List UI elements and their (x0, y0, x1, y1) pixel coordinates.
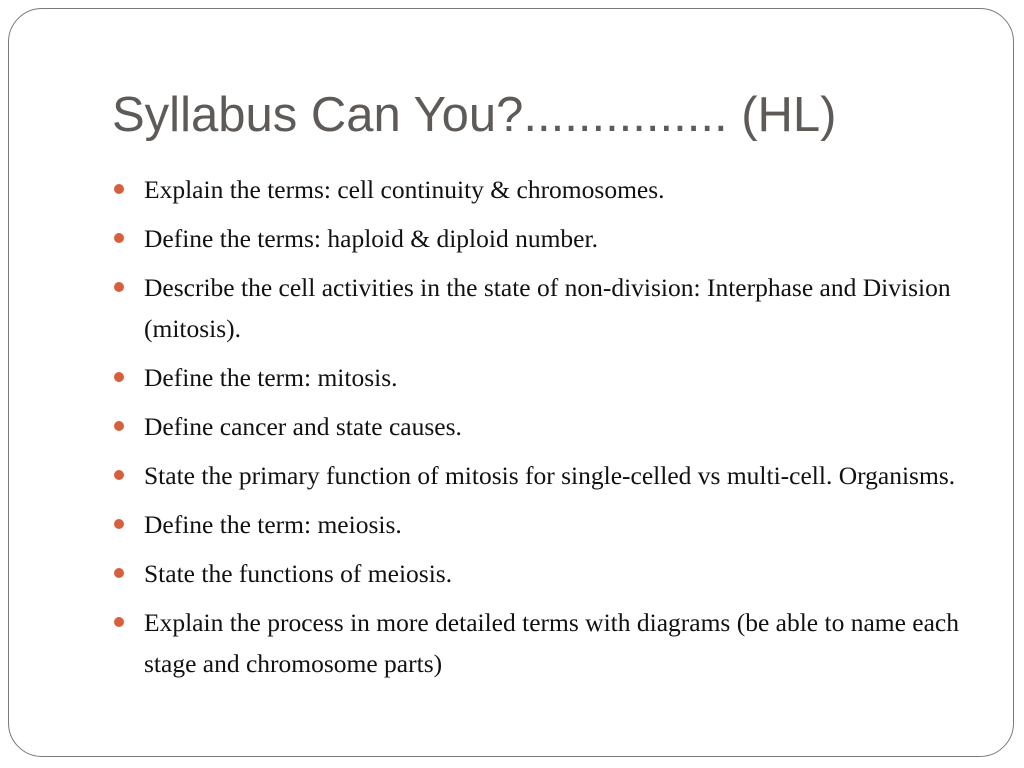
bullet-dot-icon (114, 519, 124, 529)
bullet-text: State the functions of meiosis. (144, 559, 453, 588)
bullet-list (113, 169, 973, 692)
bullet-dot-icon (114, 421, 124, 431)
bullet-item-define-meiosis (113, 504, 973, 545)
slide-title: Syllabus Can You?............... (HL) (112, 88, 837, 142)
bullet-item-define-cancer (113, 406, 973, 447)
bullet-text: Describe the cell activities in the state of non-division: Interphase and Division (mitosis). (144, 273, 951, 343)
bullet-text: Define the term: mitosis. (144, 363, 398, 392)
bullet-item-explain-cell-continuity (113, 169, 973, 210)
bullet-text: Explain the process in more detailed terms with diagrams (be able to name each stage and chromosome parts) (144, 608, 960, 678)
bullet-dot-icon (114, 372, 124, 382)
bullet-dot-icon (114, 568, 124, 578)
bullet-text: Define the terms: haploid & diploid number. (144, 224, 598, 253)
bullet-dot-icon (114, 470, 124, 480)
bullet-item-define-haploid-diploid (113, 218, 973, 259)
bullet-item-define-mitosis (113, 357, 973, 398)
bullet-item-describe-cell-activities (113, 267, 973, 349)
bullet-text: State the primary function of mitosis for single-celled vs multi-cell. Organisms. (144, 461, 956, 490)
bullet-item-explain-process-diagrams (113, 602, 973, 684)
bullet-text: Define cancer and state causes. (144, 412, 462, 441)
bullet-dot-icon (114, 617, 124, 627)
bullet-dot-icon (114, 282, 124, 292)
bullet-dot-icon (114, 184, 124, 194)
bullet-dot-icon (114, 233, 124, 243)
bullet-item-mitosis-function (113, 455, 973, 496)
bullet-item-meiosis-functions (113, 553, 973, 594)
bullet-text: Define the term: meiosis. (144, 510, 402, 539)
bullet-text: Explain the terms: cell continuity & chromosomes. (144, 175, 665, 204)
